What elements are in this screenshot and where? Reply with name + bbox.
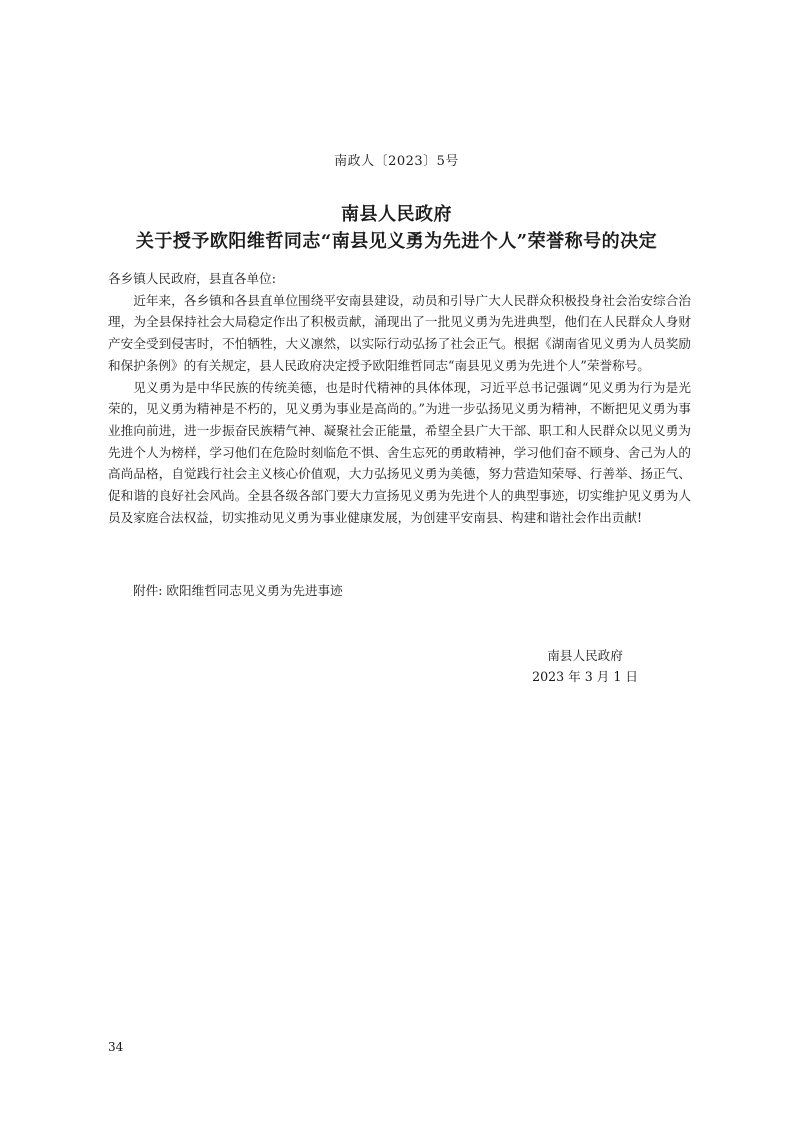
attachment-note: 附件: 欧阳维哲同志见义勇为先进事迹 <box>133 583 343 598</box>
issuer-name: 南县人民政府 <box>547 648 623 663</box>
salutation: 各乡镇人民政府，县直各单位: <box>108 271 276 286</box>
body-paragraph: 见义勇为是中华民族的传统美德，也是时代精神的具体体现，习近平总书记强调“见义勇为行为是光荣的，见义勇为精神是不朽的，见义勇为事业是高尚的。”为进一步弘扬见义勇为精神，不断把见义勇为事业推向前进，进一步振奋民族精气神、凝聚社会正能量，希望全县广大干部、职工和人民群众以见义勇为先进个人为榜样，学习他们在危险时刻临危不惧、舍生忘死的勇敢精神，学习他们奋不顾身、舍己为人的高尚品格，自觉践行社会主义核心价值观，大力弘扬见义勇为美德，努力营造知荣辱、行善举、扬正气、促和谐的良好社会风尚。全县各级各部门要大力宣扬见义勇为先进个人的典型事迹，切实维护见义勇为人员及家庭合法权益，切实推动见义勇为事业健康发展，为创建平安南县、构建和谐社会作出贡献! <box>108 379 691 525</box>
signature-block <box>532 645 638 687</box>
document-title-issuer: 南县人民政府 <box>341 204 452 225</box>
document-number: 南政人〔2023〕5号 <box>334 154 459 169</box>
issue-date: 2023 年 3 月 1 日 <box>532 669 638 684</box>
page-number: 34 <box>108 1040 124 1054</box>
body-paragraph: 近年来，各乡镇和各县直单位围绕平安南县建设，动员和引导广大人民群众积极投身社会治安综合治理，为全县保持社会大局稳定作出了积极贡献，涌现出了一批见义勇为先进典型，他们在人民群众人身财产安全受到侵害时，不怕牺牲，大义凛然，以实际行动弘扬了社会正气。根据《湖南省见义勇为人员奖励和保护条例》的有关规定，县人民政府决定授予欧阳维哲同志“南县见义勇为先进个人”荣誉称号。 <box>108 292 691 373</box>
document-body <box>108 268 691 528</box>
document-title-subject: 关于授予欧阳维哲同志“南县见义勇为先进个人”荣誉称号的决定 <box>135 231 658 252</box>
